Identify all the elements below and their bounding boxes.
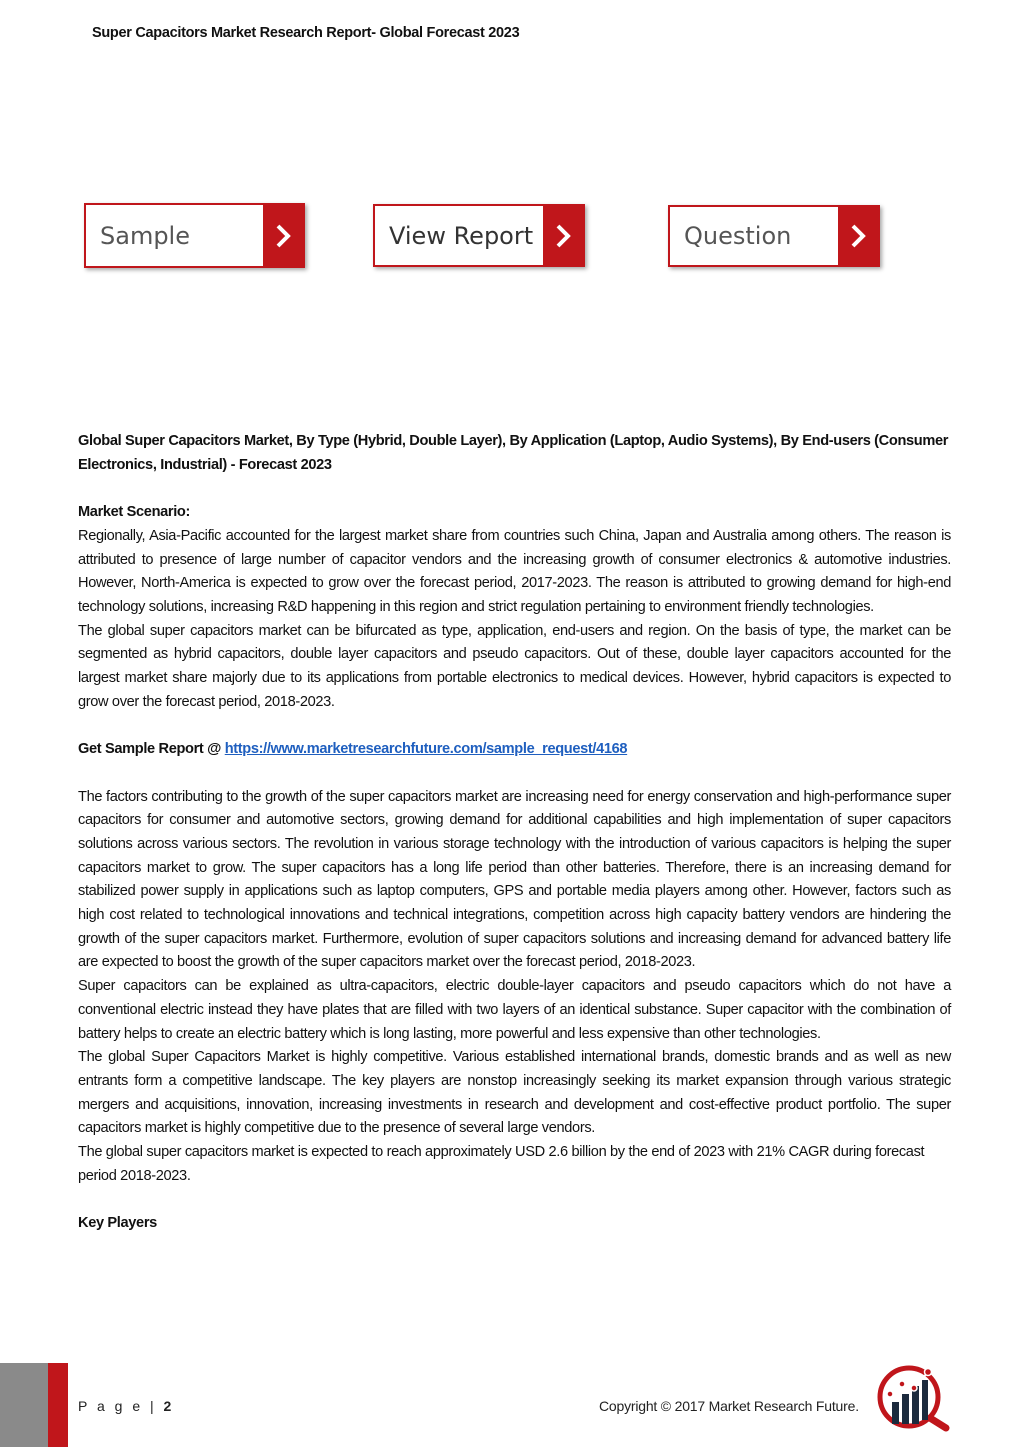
question-button[interactable] bbox=[668, 205, 880, 267]
view-report-button-label: View Report bbox=[389, 221, 534, 250]
footer-accent-bar-gray bbox=[0, 1363, 48, 1447]
article-body bbox=[78, 430, 951, 1236]
copyright-text: Copyright © 2017 Market Research Future. bbox=[599, 1398, 859, 1414]
chevron-right-icon bbox=[838, 207, 878, 265]
key-players-heading: Key Players bbox=[78, 1215, 157, 1232]
paragraph: Regionally, Asia-Pacific accounted for the largest market share from countries such China, Japan and Australia among others. The reason is attributed to presence of large number of capacitor vendors and the increasing growth of consumer electronics & automotive industries. However, North-America is expected to grow over the forecast period, 2017-2023. The reason is attributed to growing demand for high-end technology solutions, increasing R&D happening in this region and strict regulation pertaining to environment friendly technologies. bbox=[78, 527, 951, 615]
market-research-future-logo bbox=[876, 1364, 952, 1432]
view-report-button[interactable] bbox=[373, 204, 585, 267]
page-number-value: 2 bbox=[163, 1398, 172, 1414]
question-button-label: Question bbox=[684, 222, 792, 250]
market-scenario-title: Market Scenario: bbox=[78, 504, 191, 521]
paragraph: The global super capacitors market can be bifurcated as type, application, end-users and region. On the basis of type, the market can be segmented as hybrid capacitors, double layer capacitors and pseudo capacitors. Out of these, double layer capacitors accounted for the largest market share majorly due to its applications from portable electronics to medical devices. However, hybrid capacitors is expected to grow over the forecast period, 2018-2023. bbox=[78, 622, 951, 710]
sample-button[interactable] bbox=[84, 203, 305, 268]
sample-button-label: Sample bbox=[100, 221, 190, 250]
article-heading: Global Super Capacitors Market, By Type (Hybrid, Double Layer), By Application (Laptop, Audio Systems), By End-users (Consumer Electronics, Industrial) - Forecast 2023 bbox=[78, 433, 949, 473]
sample-report-label: Get Sample Report @ bbox=[78, 741, 225, 758]
page-number bbox=[78, 1398, 171, 1414]
paragraph: The factors contributing to the growth of the super capacitors market are increasing need for energy conservation and high-performance super capacitors for consumer and automotive sectors, growing demand for additional capabilities and high implementation of super capacitors solutions across various sectors. The revolution in various storage technology with the introduction of various capacitors is helping the super capacitors market to grow. The super capacitors has a long life period than other batteries. Therefore, there is an increasing demand for stabilized power supply in applications such as laptop computers, GPS and portable media players among other. However, factors such as high cost related to technological innovations and technical integrations, competition across high capacity battery vendors are hindering the growth of the super capacitors market. Furthermore, evolution of super capacitors solutions and increasing demand for advanced battery life are expected to boost the growth of the super capacitors market over the forecast period, 2018-2023. bbox=[78, 788, 951, 971]
paragraph: The global Super Capacitors Market is highly competitive. Various established international brands, domestic brands and as well as new entrants form a competitive landscape. The key players are nonstop increasingly seeking its market expansion through various strategic mergers and acquisitions, innovation, increasing investments in research and development and cost-effective product portfolio. The super capacitors market is highly competitive due to the presence of several large vendors. bbox=[78, 1049, 951, 1137]
paragraph: Super capacitors can be explained as ultra-capacitors, electric double-layer capacitors and pseudo capacitors which do not have a conventional electric instead they have plates that are filled with two layers of an identical substance. Super capacitor with the combination of battery helps to create an electric battery which is long lasting, more powerful and less expensive than other technologies. bbox=[78, 978, 951, 1042]
sample-report-line bbox=[78, 738, 951, 762]
footer-accent-bar-red bbox=[48, 1363, 68, 1447]
chevron-right-icon bbox=[263, 205, 303, 266]
paragraph: The global super capacitors market is expected to reach approximately USD 2.6 billion by the end of 2023 with 21% CAGR during forecast period 2018-2023. bbox=[78, 1144, 925, 1184]
sample-report-link[interactable]: https://www.marketresearchfuture.com/sample_request/4168 bbox=[224, 741, 628, 758]
page-label: P a g e | bbox=[78, 1398, 164, 1414]
document-header-title: Super Capacitors Market Research Report- Global Forecast 2023 bbox=[92, 25, 520, 41]
chevron-right-icon bbox=[543, 206, 583, 265]
